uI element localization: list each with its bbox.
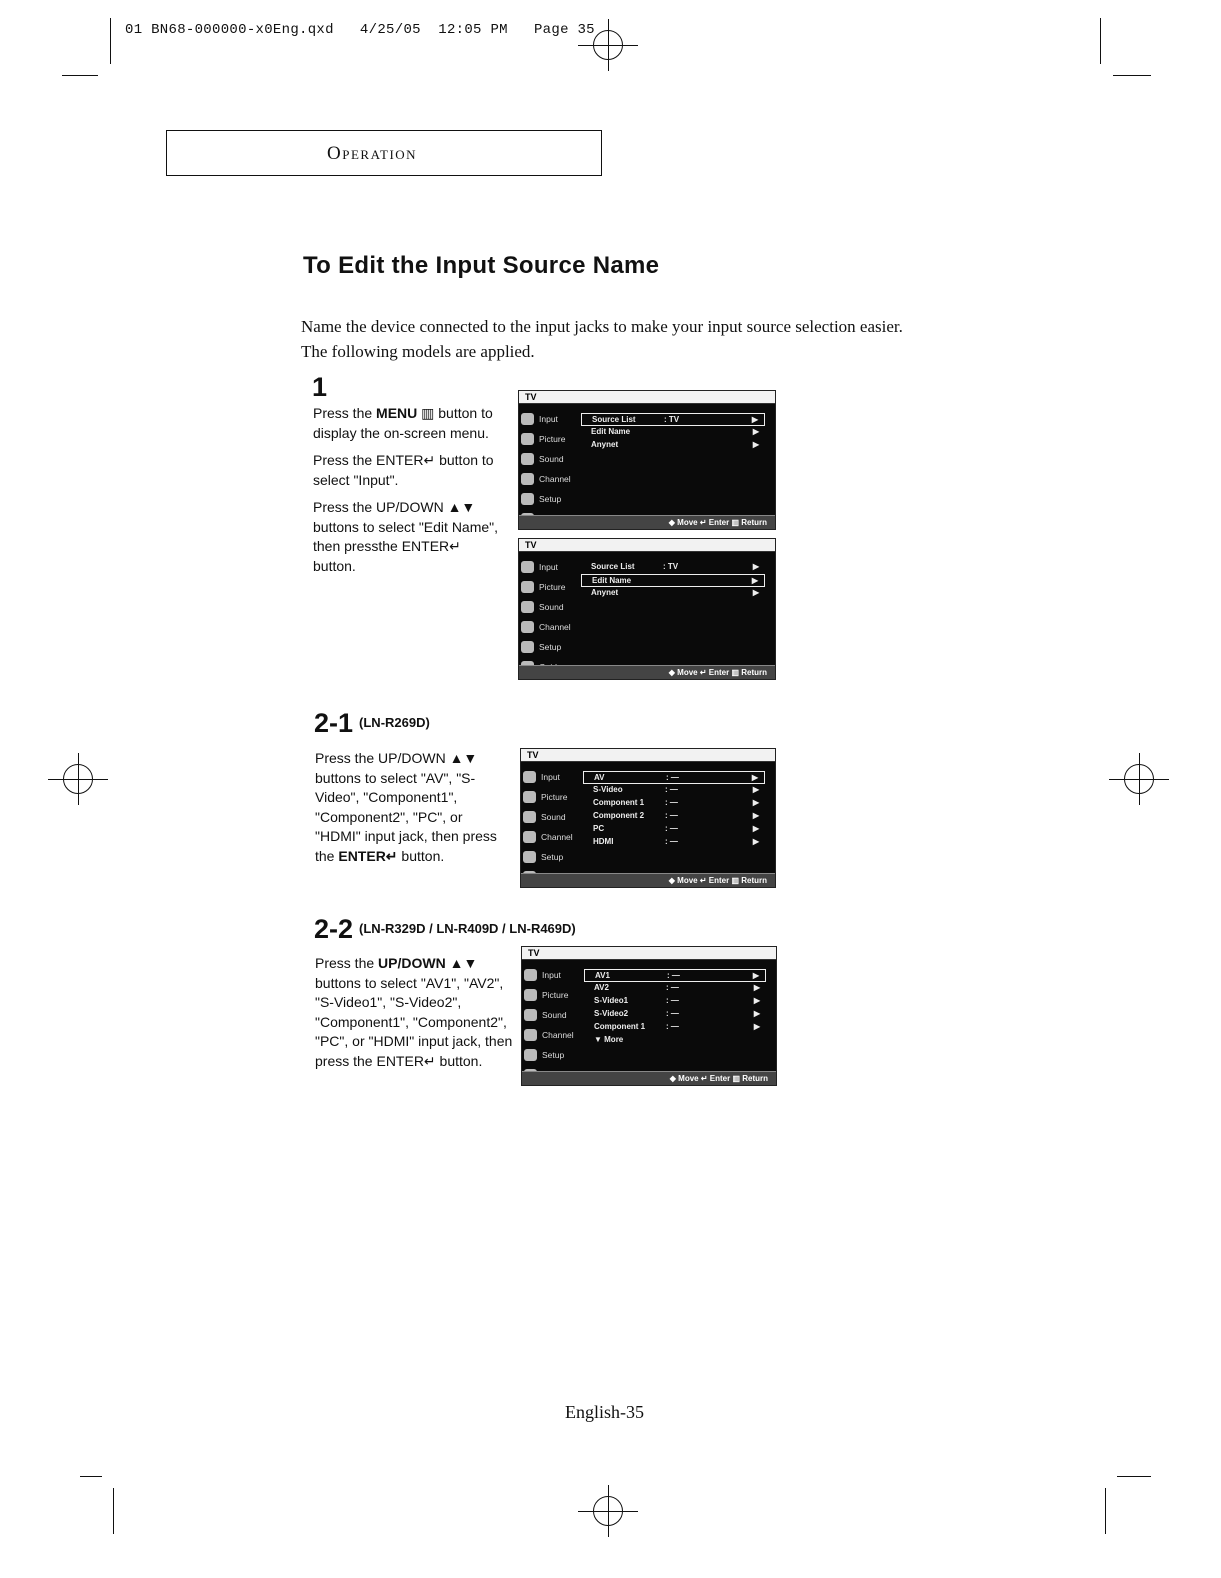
arrow-right-icon: ▶ xyxy=(752,824,759,833)
step-number: 1 xyxy=(312,372,328,402)
menu-category-icon xyxy=(524,989,537,1001)
arrow-right-icon: ▶ xyxy=(753,1022,760,1031)
menu-category-icon xyxy=(521,601,534,613)
instruction: Press the UP/DOWN ▲▼ buttons to select "Edit Name", then pressthe ENTER↵ button. xyxy=(313,499,499,574)
crop-mark xyxy=(80,1476,102,1477)
arrow-right-icon: ▶ xyxy=(752,588,759,597)
osd-screen-edit-name xyxy=(518,538,776,680)
menu-category-icon xyxy=(524,1049,537,1061)
arrow-right-icon: ▶ xyxy=(752,798,759,807)
step-1-instructions xyxy=(313,404,505,584)
page-title: To Edit the Input Source Name xyxy=(303,252,660,279)
osd-nav-item: Channel xyxy=(523,827,579,847)
osd-screen-input-menu xyxy=(518,390,776,530)
menu-category-icon xyxy=(521,473,534,485)
osd-row: S-Video : — ▶ xyxy=(593,785,759,794)
osd-nav-item: Channel xyxy=(524,1025,580,1045)
osd-footer: ◆ Move ↵ Enter ▥ Return xyxy=(519,665,775,679)
step-number: 2-2 xyxy=(314,914,354,944)
osd-row: Anynet ▶ xyxy=(591,440,759,449)
menu-category-icon xyxy=(524,1029,537,1041)
crop-mark xyxy=(62,75,98,76)
arrow-right-icon: ▶ xyxy=(753,983,760,992)
osd-row: Edit Name ▶ xyxy=(591,427,759,436)
registration-mark-icon xyxy=(1124,764,1154,794)
osd-nav-item: Setup xyxy=(524,1045,580,1065)
osd-nav-item: Sound xyxy=(521,597,577,617)
arrow-right-icon: ▶ xyxy=(751,773,758,782)
osd-rows xyxy=(584,969,766,1047)
osd-row: AV : — ▶ xyxy=(583,771,765,784)
osd-row: Component 1 : — ▶ xyxy=(594,1022,760,1031)
registration-mark-icon xyxy=(593,30,623,60)
osd-row: AV1 : — ▶ xyxy=(584,969,766,982)
osd-tv-tag: TV xyxy=(525,392,537,402)
menu-category-icon xyxy=(521,433,534,445)
osd-row: HDMI : — ▶ xyxy=(593,837,759,846)
osd-nav-item: Setup xyxy=(521,489,577,509)
osd-nav-item: Picture xyxy=(521,429,577,449)
osd-tv-tag: TV xyxy=(527,750,539,760)
osd-footer: ◆ Move ↵ Enter ▥ Return xyxy=(519,515,775,529)
osd-row: PC : — ▶ xyxy=(593,824,759,833)
arrow-right-icon: ▶ xyxy=(752,811,759,820)
arrow-right-icon: ▶ xyxy=(752,427,759,436)
arrow-right-icon: ▶ xyxy=(752,837,759,846)
osd-tv-tag: TV xyxy=(525,540,537,550)
intro-line: The following models are applied. xyxy=(301,342,535,361)
arrow-right-icon: ▶ xyxy=(751,576,758,585)
osd-row: Component 2 : — ▶ xyxy=(593,811,759,820)
menu-category-icon xyxy=(521,453,534,465)
osd-nav-item: Channel xyxy=(521,617,577,637)
registration-mark-icon xyxy=(63,764,93,794)
page-number: English-35 xyxy=(565,1402,644,1422)
osd-rows xyxy=(581,561,765,600)
osd-row: Source List : TV ▶ xyxy=(591,562,759,571)
arrow-right-icon: ▶ xyxy=(753,996,760,1005)
menu-category-icon xyxy=(523,851,536,863)
crop-mark xyxy=(1113,75,1151,76)
step-2-2-heading xyxy=(314,914,576,945)
osd-row: S-Video2 : — ▶ xyxy=(594,1009,760,1018)
registration-mark-icon xyxy=(593,1496,623,1526)
osd-row: Edit Name ▶ xyxy=(581,574,765,587)
osd-nav-item: Picture xyxy=(523,787,579,807)
crop-mark xyxy=(1105,1488,1106,1534)
arrow-right-icon: ▶ xyxy=(752,785,759,794)
intro-paragraph xyxy=(301,314,1001,364)
osd-row: Component 1 : — ▶ xyxy=(593,798,759,807)
arrow-right-icon: ▶ xyxy=(752,971,759,980)
osd-nav-item: Input xyxy=(524,965,580,985)
section-header xyxy=(166,130,602,176)
osd-rows xyxy=(581,413,765,452)
osd-nav-item: Setup xyxy=(523,847,579,867)
osd-title-bar xyxy=(521,749,775,762)
osd-footer: ◆ Move ↵ Enter ▥ Return xyxy=(522,1071,776,1085)
step-2-1-instructions xyxy=(315,749,507,874)
osd-nav-item: Sound xyxy=(521,449,577,469)
arrow-right-icon: ▶ xyxy=(752,440,759,449)
model-label: (LN-R269D) xyxy=(359,715,430,730)
osd-nav-item: Input xyxy=(523,767,579,787)
osd-screen-source-list-r269d xyxy=(520,748,776,888)
model-label: (LN-R329D / LN-R409D / LN-R469D) xyxy=(359,921,576,936)
menu-category-icon xyxy=(521,581,534,593)
menu-category-icon xyxy=(521,621,534,633)
osd-nav xyxy=(521,409,577,529)
arrow-right-icon: ▶ xyxy=(753,1009,760,1018)
osd-nav-item: Channel xyxy=(521,469,577,489)
menu-category-icon xyxy=(521,493,534,505)
osd-nav-item: Sound xyxy=(524,1005,580,1025)
osd-row: Source List : TV ▶ xyxy=(581,413,765,426)
osd-nav xyxy=(523,767,579,887)
osd-nav xyxy=(521,557,577,677)
crop-mark xyxy=(1117,1476,1151,1477)
section-label: Operation xyxy=(327,143,418,164)
osd-nav-item: Picture xyxy=(521,577,577,597)
osd-nav-item: Sound xyxy=(523,807,579,827)
osd-row: ▼ More xyxy=(594,1035,624,1044)
osd-rows xyxy=(583,771,765,849)
osd-tv-tag: TV xyxy=(528,948,540,958)
osd-nav-item: Setup xyxy=(521,637,577,657)
osd-title-bar xyxy=(519,539,775,552)
step-number: 2-1 xyxy=(314,708,354,738)
osd-title-bar xyxy=(519,391,775,404)
menu-category-icon xyxy=(521,641,534,653)
menu-category-icon xyxy=(523,771,536,783)
instruction: Press the MENU ▥ button to display the on-screen menu. xyxy=(313,405,493,441)
menu-category-icon xyxy=(523,831,536,843)
osd-row: AV2 : — ▶ xyxy=(594,983,760,992)
step-2-1-heading xyxy=(314,708,430,739)
menu-category-icon xyxy=(524,1009,537,1021)
crop-mark xyxy=(113,1488,114,1534)
osd-footer: ◆ Move ↵ Enter ▥ Return xyxy=(521,873,775,887)
menu-category-icon xyxy=(524,969,537,981)
arrow-right-icon: ▶ xyxy=(751,415,758,424)
crop-mark xyxy=(110,18,111,64)
arrow-right-icon: ▶ xyxy=(752,562,759,571)
menu-category-icon xyxy=(521,561,534,573)
osd-nav-item: Picture xyxy=(524,985,580,1005)
osd-nav-item: Input xyxy=(521,557,577,577)
menu-category-icon xyxy=(521,413,534,425)
crop-mark xyxy=(1100,18,1101,64)
instruction: Press the UP/DOWN ▲▼ buttons to select "AV", "S-Video", "Component1", "Component2", "PC", or "HDMI" input jack, then press the ENTER↵ button. xyxy=(315,750,497,864)
osd-row: S-Video1 : — ▶ xyxy=(594,996,760,1005)
osd-row: Anynet ▶ xyxy=(591,588,759,597)
instruction: Press the UP/DOWN ▲▼ buttons to select "AV1", "AV2", "S-Video1", "S-Video2", "Component1", "Component2", "PC", or "HDMI" input jack, then press the ENTER↵ button. xyxy=(315,955,513,1069)
instruction: Press the ENTER↵ button to select "Input". xyxy=(313,452,494,488)
file-slug: 01 BN68-000000-x0Eng.qxd 4/25/05 12:05 PM Page 35 xyxy=(125,22,595,38)
menu-category-icon xyxy=(523,791,536,803)
osd-nav xyxy=(524,965,580,1085)
step-2-2-instructions xyxy=(315,954,515,1079)
intro-line: Name the device connected to the input jacks to make your input source selection easier. xyxy=(301,317,903,336)
menu-category-icon xyxy=(523,811,536,823)
osd-screen-source-list-r329d xyxy=(521,946,777,1086)
osd-nav-item: Input xyxy=(521,409,577,429)
osd-title-bar xyxy=(522,947,776,960)
